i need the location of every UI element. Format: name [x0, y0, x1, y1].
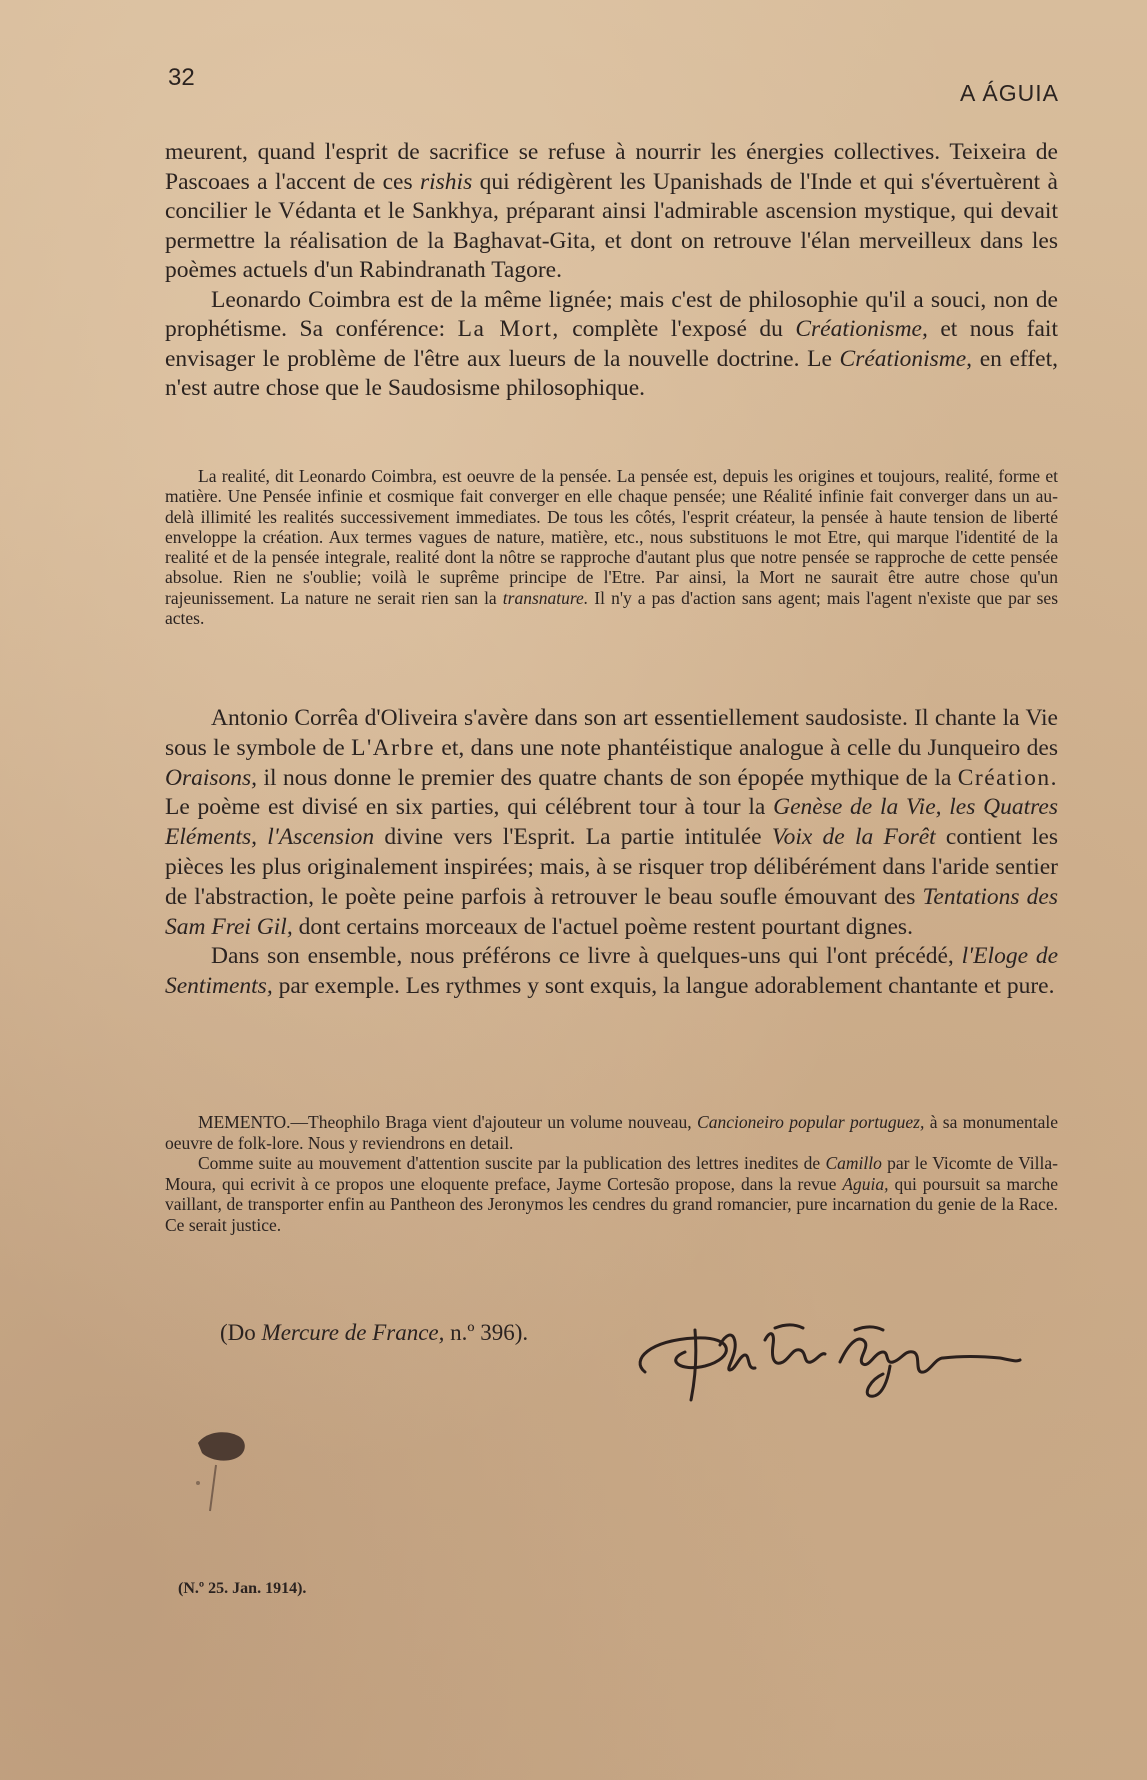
quote-block: [165, 466, 1058, 628]
issue-date: (N.º 25. Jan. 1914).: [178, 1580, 307, 1597]
paragraph-ensemble: Dans son ensemble, nous préférons ce livre à quelques-uns qui l'ont précédé, l'Eloge de Sentiments, par exemple. Les rythmes y sont exquis, la langue adorablement chantante et pure.: [165, 943, 1058, 1000]
signature: [625, 1300, 1025, 1410]
body-section-1: [165, 138, 1058, 404]
paragraph-coimbra: Leonardo Coimbra est de la même lignée; mais c'est de philosophie qu'il a souci, non de prophétisme. Sa conférence: La Mort, complète l'exposé du Créationisme, et nous fait envisager le problème de l'être aux lueurs de la nouvelle doctrine. Le Créationisme, en effet, n'est autre chose que le Saudosisme philosophique.: [165, 286, 1058, 401]
memento-block: [165, 1112, 1058, 1235]
memento-paragraph-2: Comme suite au mouvement d'attention suscite par la publication des lettres inedites de Camillo par le Vicomte de Villa-Moura, qui ecrivit à ce propos une eloquente preface, Jayme Cortesão propose, dans la revue Aguia, qui poursuit sa marche vaillant, de transporter enfin au Pantheon des Jeronymos les cendres du grand romancier, pure incarnation du genie de la Race. Ce serait justice.: [165, 1153, 1059, 1235]
memento-paragraph-1: MEMENTO.—Theophilo Braga vient d'ajouteur un volume nouveau, Cancioneiro popular portuguez, à sa monumentale oeuvre de folk-lore. Nous y reviendrons en detail.: [165, 1112, 1058, 1153]
body-section-2: [165, 704, 1058, 1002]
page-number: 32: [168, 64, 195, 91]
source-attribution: (Do Mercure de France, n.º 396).: [220, 1320, 529, 1345]
coimbra-quote: La realité, dit Leonardo Coimbra, est oeuvre de la pensée. La pensée est, depuis les origines et toujours, realité, forme et matière. Une Pensée infinie et cosmique fait converger en elle chaque pensée; une Réalité infinie fait converger dans un au-delà illimité les realités successivement immediates. De tous les côtés, l'esprit créateur, la pensée à haute tension de liberté enveloppe la création. Aux termes vagues de nature, matière, etc., nous substituons le mot Etre, qui marque l'identité de la realité et de la pensée integrale, realité dont la nôtre se rapproche d'autant plus que notre pensée se rapproche de cette pensée absolue. Rien ne s'oublie; voilà le suprême principe de l'Etre. Par ainsi, la Mort ne saurait être autre chose qu'un rajeunissement. La nature ne serait rien san la transnature. Il n'y a pas d'action sans agent; mais l'agent n'existe que par ses actes.: [165, 466, 1058, 629]
running-head: A ÁGUIA: [959, 80, 1059, 106]
paragraph-pascoaes: meurent, quand l'esprit de sacrifice se refuse à nourrir les énergies collectives. Teixeira de Pascoaes a l'accent de ces rishis qui rédigèrent les Upanishads de l'Inde et qui s'évertuèrent à concilier le Védanta et le Sankhya, préparant ainsi l'admirable ascension mystique, qui devait permettre la réalisation de la Baghavat-Gita, et dont on retrouve l'élan merveilleux dans les poèmes actuels d'un Rabindranath Tagore.: [165, 139, 1058, 283]
paragraph-oliveira: Antonio Corrêa d'Oliveira s'avère dans son art essentiellement saudosiste. Il chante la Vie sous le symbole de L'Arbre et, dans une note phantéistique analogue à celle du Junqueiro des Oraisons, il nous donne le premier des quatre chants de son épopée mythique de la Création. Le poème est divisé en six parties, qui célébrent tour à tour la Genèse de la Vie, les Quatres Eléments, l'Ascension divine vers l'Esprit. La partie intitulée Voix de la Forêt contient les pièces les plus originalement inspirées; mais, à se risquer trop délibérément dans l'aride sentier de l'abstraction, le poète peine parfois à retrouver le beau soufle émouvant des Tentations des Sam Frei Gil, dont certains morceaux de l'actuel poème restent pourtant dignes.: [165, 705, 1059, 940]
ink-stain: [188, 1425, 258, 1515]
